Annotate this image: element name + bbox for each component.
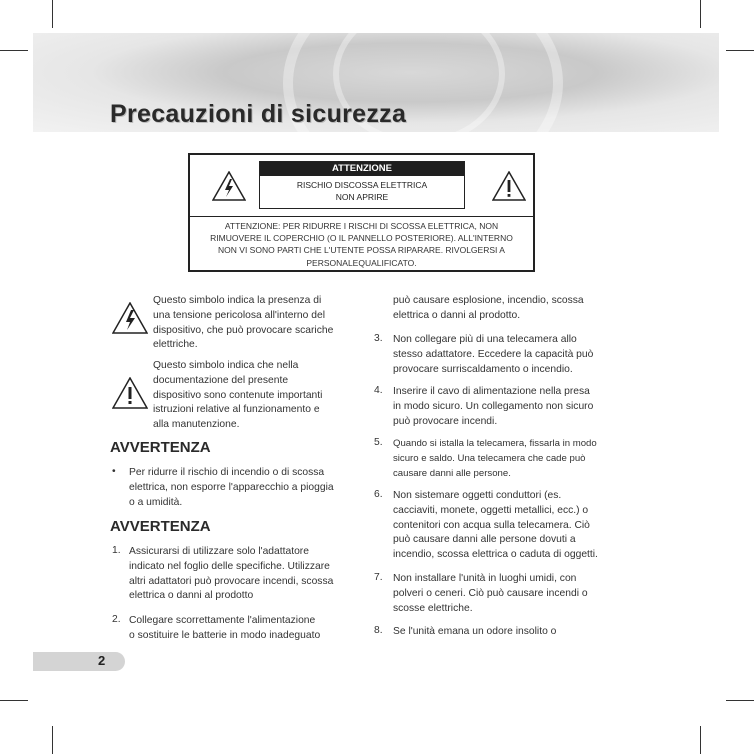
list-item bbox=[393, 437, 597, 481]
text-line: provocare surriscaldamento o incendio. bbox=[393, 363, 573, 375]
crop-mark bbox=[0, 700, 28, 701]
text-line: istruzioni relative al funzionamento e bbox=[153, 404, 320, 416]
text-line: scosse elettriche. bbox=[393, 602, 473, 614]
text-line: incendio, scossa elettrica o caduta di oggetti. bbox=[393, 549, 598, 561]
electric-shock-symbol-icon bbox=[112, 302, 148, 334]
text-line: altri adattatori può provocare incendi, scossa bbox=[129, 575, 334, 587]
text-line: Non sistemare oggetti conduttori (es. bbox=[393, 490, 562, 501]
text-line: polveri o ceneri. Ciò può causare incendi o bbox=[393, 587, 588, 599]
text-line: indicato nel foglio delle specifiche. Utilizzare bbox=[129, 560, 330, 572]
crop-mark bbox=[726, 700, 754, 701]
section-heading: AVVERTENZA bbox=[110, 518, 211, 535]
list-number: 1. bbox=[112, 545, 121, 556]
continuation-text bbox=[393, 294, 584, 324]
text-line: Inserire il cavo di alimentazione nella presa bbox=[393, 386, 590, 397]
page-title: Precauzioni di sicurezza bbox=[110, 100, 407, 128]
list-number: 6. bbox=[374, 489, 383, 500]
list-number: 5. bbox=[374, 437, 383, 448]
text-line: dispositivo sono contenute importanti bbox=[153, 389, 323, 401]
list-item bbox=[129, 545, 333, 604]
warning-text-line: RIMUOVERE IL COPERCHIO (O IL PANNELLO POSTERIORE). ALL'INTERNO bbox=[210, 233, 513, 244]
text-line: può causare esplosione, incendio, scossa bbox=[393, 295, 584, 306]
warning-divider bbox=[190, 216, 533, 217]
warning-box bbox=[188, 153, 535, 272]
text-line: Non installare l'unità in luoghi umidi, con bbox=[393, 573, 577, 584]
text-line: Assicurarsi di utilizzare solo l'adattatore bbox=[129, 546, 309, 557]
list-number: 3. bbox=[374, 333, 383, 344]
warning-text-line: ATTENZIONE: PER RIDURRE I RISCHI DI SCOSSA ELETTRICA, NON bbox=[224, 221, 499, 231]
list-item bbox=[393, 385, 593, 429]
list-item bbox=[393, 572, 588, 616]
text-line: può provocare incendi. bbox=[393, 415, 498, 427]
crop-mark bbox=[52, 726, 53, 754]
text-line: può causare danni alle persone dovuti a bbox=[393, 534, 576, 546]
text-line: elettrica o danni al prodotto bbox=[129, 590, 254, 602]
crop-mark bbox=[700, 0, 701, 28]
text-line: elettrica o danni al prodotto. bbox=[393, 309, 521, 321]
attention-body bbox=[260, 176, 464, 203]
text-line: Non collegare più di una telecamera allo bbox=[393, 334, 577, 345]
crop-mark bbox=[0, 50, 28, 51]
exclamation-warning-icon bbox=[492, 171, 526, 201]
text-line: contenitori con acqua sulla telecamera. Ciò bbox=[393, 519, 590, 531]
attention-label bbox=[259, 161, 465, 209]
text-line: dispositivo, che può provocare scariche bbox=[153, 324, 334, 336]
page-number: 2 bbox=[98, 653, 106, 668]
text-line: stesso adattatore. Eccedere la capacità può bbox=[393, 348, 594, 360]
warning-text-line: NON VI SONO PARTI CHE L'UTENTE POSSA RIPARARE. RIVOLGERSI A bbox=[218, 245, 505, 256]
text-line: elettrica, non esporre l'apparecchio a pioggia bbox=[129, 481, 334, 493]
text-line: o a umidità. bbox=[129, 496, 183, 508]
warning-paragraph bbox=[129, 466, 334, 510]
attention-line: NON APRIRE bbox=[335, 192, 389, 202]
text-line: alla manutenzione. bbox=[153, 419, 240, 431]
exclamation-symbol-icon bbox=[112, 377, 148, 409]
page-number-tab bbox=[33, 652, 125, 671]
section-heading: AVVERTENZA bbox=[110, 439, 211, 456]
text-line: cacciaviti, monete, oggetti metallici, ecc.) o bbox=[393, 504, 589, 516]
text-line: Quando si istalla la telecamera, fissarla in modo bbox=[393, 438, 597, 449]
list-number: 2. bbox=[112, 614, 121, 625]
text-line: in modo sicuro. Un collegamento non sicuro bbox=[393, 400, 594, 412]
list-item bbox=[393, 333, 593, 377]
text-line: o sostituire le batterie in modo inadeguato bbox=[129, 629, 321, 641]
lightning-symbol-description bbox=[153, 294, 333, 353]
electric-shock-warning-icon bbox=[212, 171, 246, 201]
attention-line: RISCHIO DISCOSSA ELETTRICA bbox=[296, 180, 428, 190]
crop-mark bbox=[726, 50, 754, 51]
text-line: elettriche. bbox=[153, 339, 198, 351]
warning-text bbox=[198, 220, 525, 269]
list-item bbox=[393, 625, 556, 640]
list-number: 4. bbox=[374, 385, 383, 396]
list-item bbox=[129, 614, 320, 644]
attention-heading: ATTENZIONE bbox=[260, 162, 464, 176]
text-line: documentazione del presente bbox=[153, 374, 289, 386]
text-line: Per ridurre il rischio di incendio o di scossa bbox=[129, 467, 325, 478]
text-line: una tensione pericolosa all'interno del bbox=[153, 309, 325, 321]
text-line: Collegare scorrettamente l'alimentazione bbox=[129, 615, 316, 626]
exclamation-symbol-description bbox=[153, 359, 322, 433]
text-line: Questo simbolo indica che nella bbox=[153, 360, 299, 371]
text-line: sicuro e saldo. Una telecamera che cade può bbox=[393, 452, 586, 464]
list-item bbox=[393, 489, 598, 563]
text-line: causare danni alle persone. bbox=[393, 467, 511, 479]
bullet: • bbox=[112, 466, 116, 477]
list-number: 7. bbox=[374, 572, 383, 583]
warning-text-line: PERSONALEQUALIFICATO. bbox=[306, 257, 417, 268]
text-line: Questo simbolo indica la presenza di bbox=[153, 295, 322, 306]
crop-mark bbox=[700, 726, 701, 754]
crop-mark bbox=[52, 0, 53, 28]
list-number: 8. bbox=[374, 625, 383, 636]
text-line: Se l'unità emana un odore insolito o bbox=[393, 626, 557, 637]
